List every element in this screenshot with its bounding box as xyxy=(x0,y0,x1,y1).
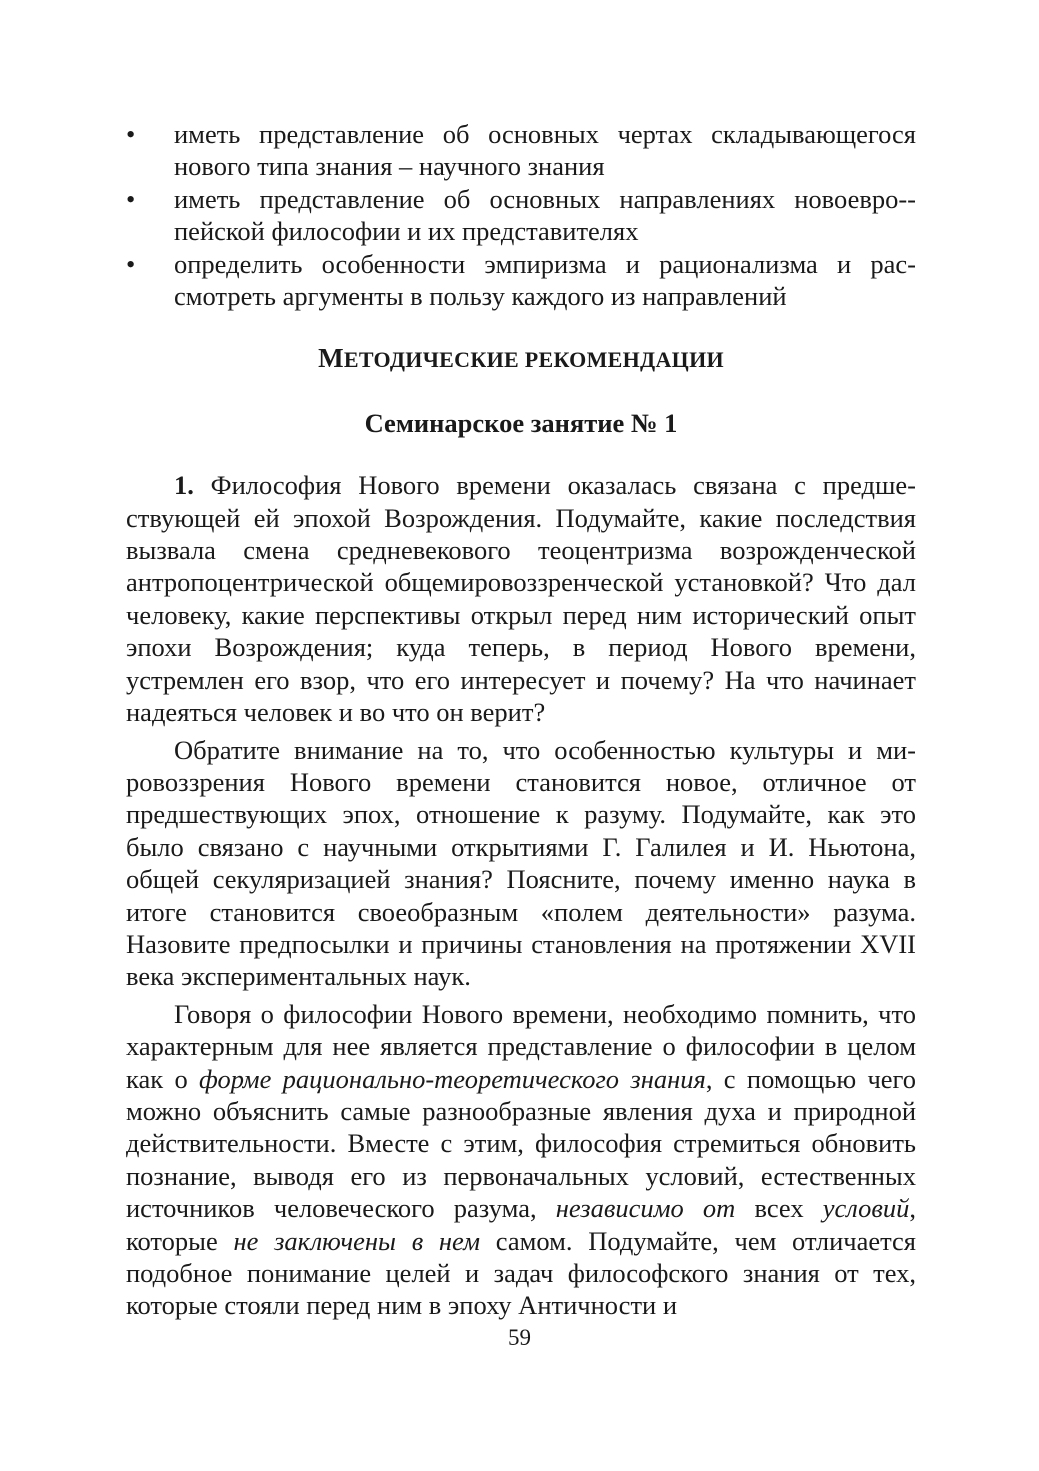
emphasis-4: не заключены в нем xyxy=(233,1225,481,1256)
section-heading-rest: ЕТОДИЧЕСКИЕ РЕКОМЕНДАЦИИ xyxy=(343,347,724,373)
paragraph-3-text-4: , которые xyxy=(126,1193,916,1256)
list-item-text: определить особенности эмпиризма и рационализма и рассмотреть аргументы в пользу каждого из направлений xyxy=(174,248,916,312)
paragraph-1 xyxy=(126,469,916,728)
page-content xyxy=(126,118,916,1322)
paragraph-3-text-1: Говоря о философии Нового времени, необходимо помнить, что характерным для нее является представление о философии в целом как о xyxy=(126,998,916,1094)
list-item-text: иметь представление об основных чертах складывающегося нового типа знания – научного знания xyxy=(174,119,916,182)
objectives-list xyxy=(126,118,916,312)
paragraph-2: Обратите внимание на то, что особенностью культуры и мировоззрения Нового времени становится новое, отличное от предшествующих эпох, отношение к разуму. Подумайте, как это было связано с научными открытиями Г. Галилея и И. Ньютона, общей секуляризацией знания? Поясните, почему именно наука в итоге становится своеобразным «полем деятельности» разума. Назовите предпосылки и причины становления на протяжении XVII века экспериментальных наук. xyxy=(126,734,916,992)
list-item-text: иметь представление об основных направлениях новоевро-пейской философии и их представителях xyxy=(174,183,916,247)
section-heading xyxy=(126,342,916,376)
page-number: 59 xyxy=(508,1325,531,1350)
paragraph-3-text-2: , с помощью чего можно объяснить самые разнообразные явления духа и природной действительности. Вместе с этим, философия стремиться обновить познание, выводя его из первоначальных условий, естественных источников человеческого разума, xyxy=(126,1063,916,1224)
paragraph-1-text: Философия Нового времени оказалась связана с предшествующей ей эпохой Возрождения. Подумайте, какие последствия вызвала смена средневекового теоцентризма возрожденческой антропоцентрической общемировоззренческой установкой? Что дал человеку, какие перспективы открыл перед ним исторический опыт эпохи Возрождения; куда теперь, в период Нового времени, устремлен его взор, что его интересует и почему? На что начинает надеяться человек и во что он верит? xyxy=(126,470,916,728)
seminar-heading: Семинарское занятие № 1 xyxy=(364,407,678,438)
question-number: 1. xyxy=(174,470,194,501)
bullet-marker: • xyxy=(126,119,136,149)
section-heading-initial: М xyxy=(318,343,344,374)
emphasis-1: форме рационально-теоретического знания xyxy=(199,1063,706,1094)
list-item xyxy=(126,118,916,183)
list-item xyxy=(126,248,916,313)
emphasis-3: условий xyxy=(822,1193,910,1224)
bullet-marker: • xyxy=(126,183,136,214)
bullet-marker: • xyxy=(126,248,136,279)
paragraph-3-text-5: самом. Подумайте, чем отличается подобное понимание целей и задач философского знания от тех, которые стояли перед ним в эпоху Античности и xyxy=(126,1225,916,1321)
list-item xyxy=(126,183,916,248)
paragraph-3-text-3: всех xyxy=(735,1193,823,1224)
paragraph-3 xyxy=(126,998,916,1322)
emphasis-2: независимо от xyxy=(555,1193,736,1224)
